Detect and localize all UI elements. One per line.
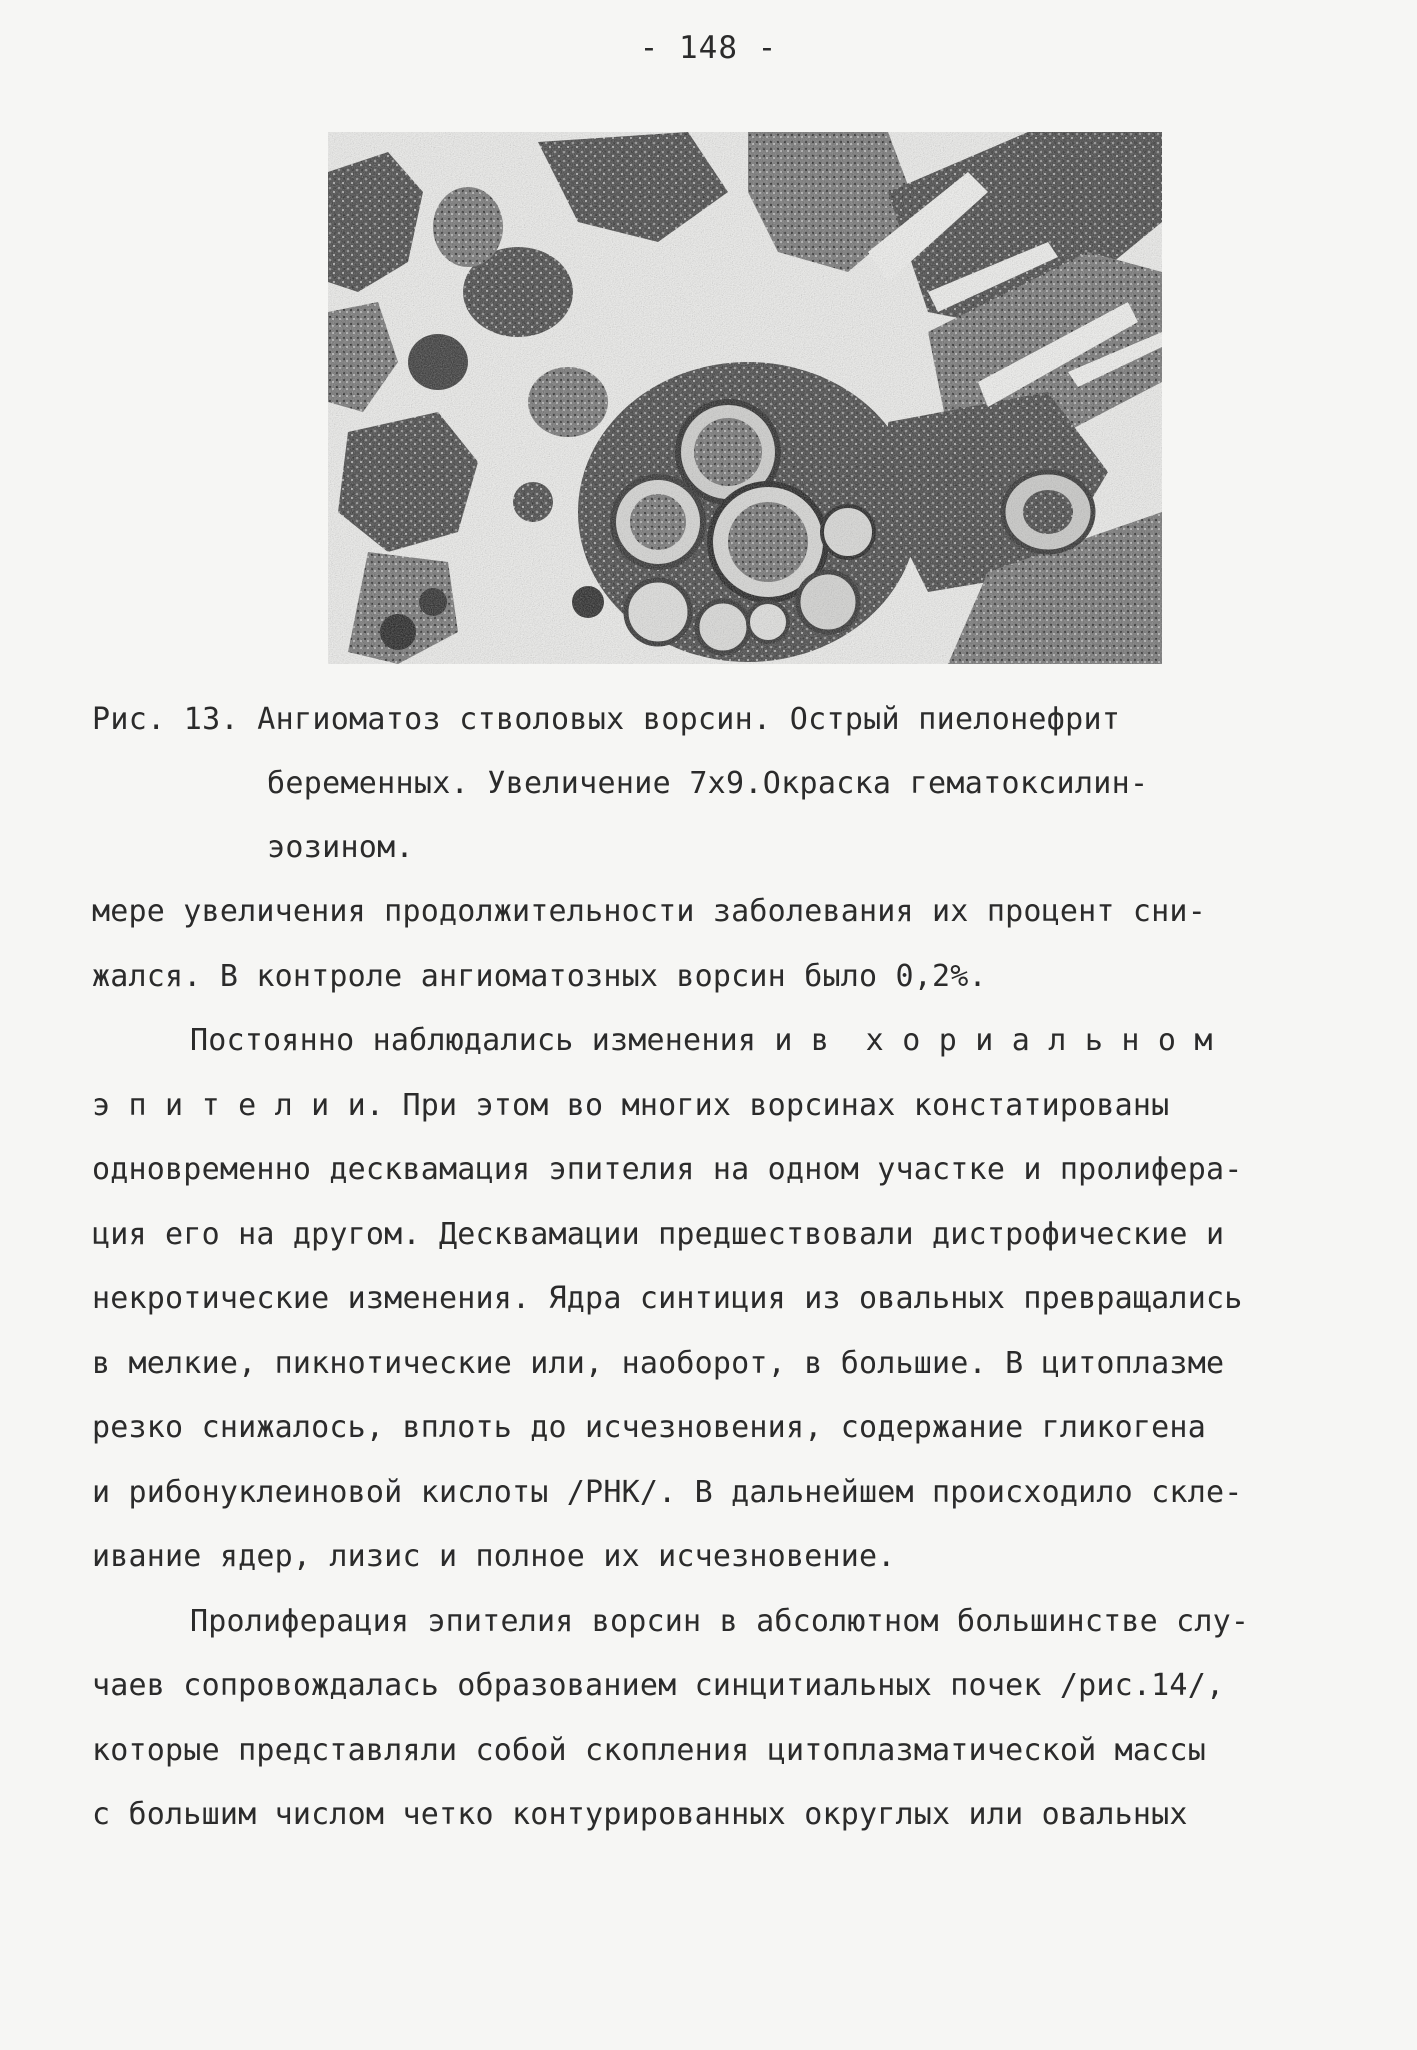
- text-line: э п и т е л и и. При этом во многих ворсинах констатированы: [92, 1087, 1170, 1123]
- text-line: жался. В контроле ангиоматозных ворсин было 0,2%.: [92, 958, 987, 994]
- figure-caption: [92, 688, 1242, 880]
- caption-line: беременных. Увеличение 7х9.Окраска гематоксилин-: [267, 766, 1149, 801]
- text-line: которые представляли собой скопления цитоплазматической массы: [92, 1732, 1206, 1768]
- caption-line: Рис. 13. Ангиоматоз стволовых ворсин. Острый пиелонефрит: [92, 702, 1121, 737]
- text-line: резко снижалось, вплоть до исчезновения, содержание гликогена: [92, 1410, 1206, 1445]
- text-line: с большим числом четко контурированных округлых или овальных: [92, 1797, 1188, 1832]
- text-line: мере увеличения продолжительности заболевания их процент сни-: [92, 894, 1206, 929]
- paragraph-start-line: Пролиферация эпителия ворсин в абсолютном большинстве слу-: [190, 1603, 1250, 1639]
- text-line: чаев сопровождалась образованием синцитиальных почек /рис.14/,: [92, 1668, 1225, 1703]
- text-line: некротические изменения. Ядра синтиция из овальных превращались: [92, 1281, 1243, 1316]
- text-line: ция его на другом. Десквамации предшествовали дистрофические и: [92, 1216, 1225, 1252]
- text-line: одновременно десквамация эпителия на одном участке и пролифера-: [92, 1152, 1243, 1187]
- paragraph-start-line: Постоянно наблюдались изменения и в х о р и а л ь н о м: [190, 1023, 1213, 1058]
- text-line: в мелкие, пикнотические или, наоборот, в большие. В цитоплазме: [92, 1345, 1225, 1381]
- body-text: [92, 880, 1322, 1848]
- caption-line: эозином.: [267, 830, 414, 865]
- text-line: и рибонуклеиновой кислоты /РНК/. В дальнейшем происходило скле-: [92, 1474, 1243, 1510]
- micrograph-image: [328, 132, 1162, 664]
- text-line: ивание ядер, лизис и полное их исчезновение.: [92, 1539, 896, 1574]
- page-number: - 148 -: [639, 30, 778, 66]
